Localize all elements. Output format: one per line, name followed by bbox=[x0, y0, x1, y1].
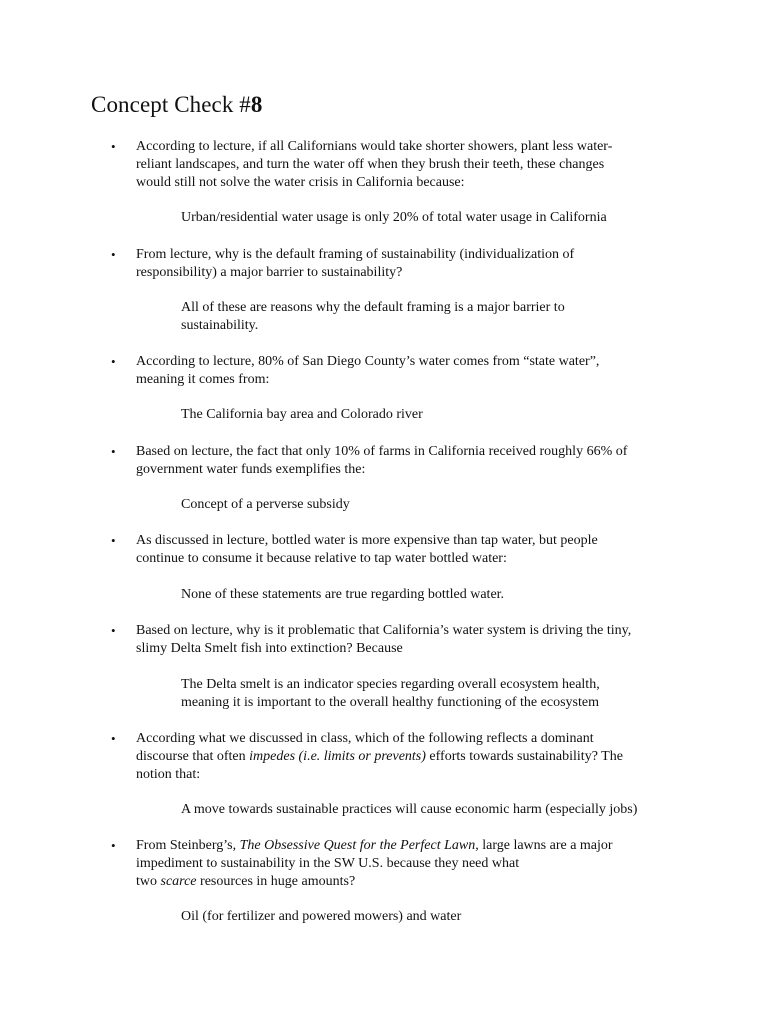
answer-text bbox=[181, 406, 701, 424]
question-text bbox=[136, 443, 681, 479]
question-line-segment: efforts towards sustainability? The bbox=[429, 749, 623, 764]
title-prefix: Concept Check # bbox=[91, 92, 251, 117]
question-line bbox=[136, 837, 681, 855]
question-text bbox=[136, 532, 681, 568]
question-line: According what we discussed in class, which of the following reflects a dominant bbox=[136, 731, 594, 746]
answer-line: The California bay area and Colorado river bbox=[181, 407, 423, 422]
book-title: The Obsessive Quest for the Perfect Lawn bbox=[239, 838, 476, 853]
bullet: • bbox=[111, 444, 116, 459]
question-text bbox=[136, 246, 681, 282]
question-line-segment: two bbox=[136, 874, 161, 889]
emphasis-text: impedes (i.e. limits or prevents) bbox=[249, 749, 426, 764]
answer-text bbox=[181, 209, 701, 227]
question-line: From lecture, why is the default framing of sustainability (individualization of bbox=[136, 247, 575, 262]
question-text bbox=[136, 138, 681, 192]
answer-text bbox=[181, 496, 701, 514]
page-title bbox=[91, 92, 263, 118]
bullet: • bbox=[111, 838, 116, 853]
bullet: • bbox=[111, 533, 116, 548]
answer-text bbox=[181, 908, 701, 926]
question-line-segment: resources in huge amounts? bbox=[196, 874, 356, 889]
question-line: As discussed in lecture, bottled water is more expensive than tap water, but people bbox=[136, 533, 598, 548]
question-line: notion that: bbox=[136, 767, 201, 782]
answer-line: All of these are reasons why the default framing is a major barrier to bbox=[181, 300, 565, 315]
answer-text bbox=[181, 801, 701, 819]
question-line: would still not solve the water crisis in California because: bbox=[136, 175, 465, 190]
question-line: government water funds exemplifies the: bbox=[136, 462, 366, 477]
question-line: According to lecture, 80% of San Diego County’s water comes from “state water”, bbox=[136, 354, 600, 369]
emphasis-text: scarce bbox=[160, 874, 197, 889]
question-line: reliant landscapes, and turn the water off when they brush their teeth, these changes bbox=[136, 157, 605, 172]
bullet: • bbox=[111, 139, 116, 154]
answer-line: sustainability. bbox=[181, 318, 259, 333]
answer-line: The Delta smelt is an indicator species regarding overall ecosystem health, bbox=[181, 677, 600, 692]
bullet: • bbox=[111, 623, 116, 638]
answer-line: meaning it is important to the overall healthy functioning of the ecosystem bbox=[181, 695, 599, 710]
question-line-segment: discourse that often bbox=[136, 749, 250, 764]
question-line: meaning it comes from: bbox=[136, 372, 270, 387]
question-line bbox=[136, 748, 681, 766]
question-line: responsibility) a major barrier to sustainability? bbox=[136, 265, 403, 280]
answer-text bbox=[181, 586, 701, 604]
answer-line: Urban/residential water usage is only 20% of total water usage in California bbox=[181, 210, 607, 225]
question-text bbox=[136, 353, 681, 389]
question-line-segment: , large lawns are a major bbox=[475, 838, 613, 853]
bullet: • bbox=[111, 247, 116, 262]
question-line: impediment to sustainability in the SW U.S. because they need what bbox=[136, 856, 520, 871]
question-line: slimy Delta Smelt fish into extinction? Because bbox=[136, 641, 403, 656]
question-line: continue to consume it because relative to tap water bottled water: bbox=[136, 551, 507, 566]
answer-line: Oil (for fertilizer and powered mowers) and water bbox=[181, 909, 462, 924]
bullet: • bbox=[111, 354, 116, 369]
title-number: 8 bbox=[250, 92, 263, 117]
answer-text bbox=[181, 676, 701, 712]
question-line: According to lecture, if all Californians would take shorter showers, plant less water- bbox=[136, 139, 613, 154]
question-text bbox=[136, 730, 681, 784]
question-text bbox=[136, 837, 681, 891]
question-line: Based on lecture, the fact that only 10% of farms in California received roughly 66% of bbox=[136, 444, 628, 459]
question-line-segment: From Steinberg’s, bbox=[136, 838, 240, 853]
question-text bbox=[136, 622, 681, 658]
question-line: Based on lecture, why is it problematic that California’s water system is driving the tiny, bbox=[136, 623, 632, 638]
answer-line: Concept of a perverse subsidy bbox=[181, 497, 350, 512]
bullet: • bbox=[111, 731, 116, 746]
answer-line: None of these statements are true regarding bottled water. bbox=[181, 587, 505, 602]
question-line bbox=[136, 873, 681, 891]
answer-line: A move towards sustainable practices will cause economic harm (especially jobs) bbox=[181, 802, 638, 817]
answer-text bbox=[181, 299, 701, 335]
